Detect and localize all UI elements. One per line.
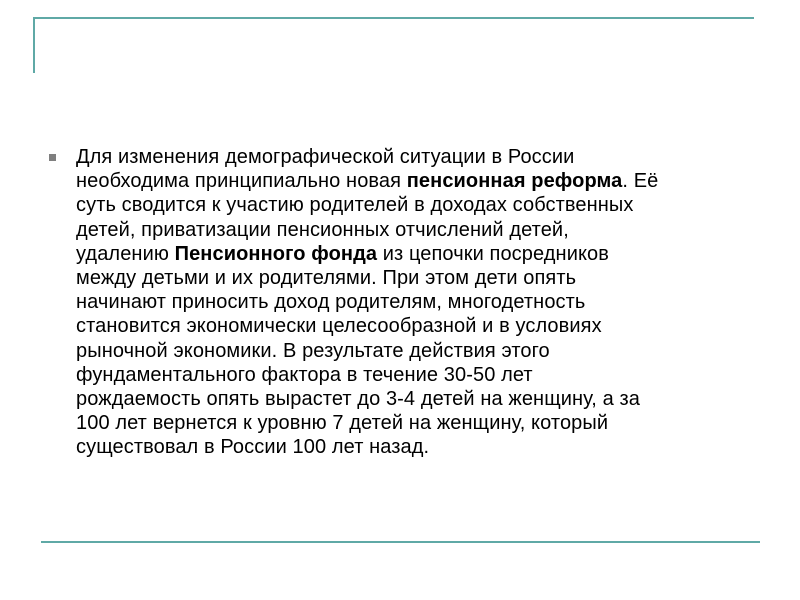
left-accent-line [33, 17, 35, 73]
square-bullet-icon [49, 154, 56, 161]
bold-term-pension-fund: Пенсионного фонда [174, 242, 378, 265]
paragraph-segment-3: из цепочки посредников между детьми и их родителями. При этом дети опять начинают приносить доход родителям, многодетность становится экономически целесообразной и в условиях рыночной экономики. В результате действия этого фундаментального фактора в течение 30-50 лет рождаемость опять вырастет до 3-4 детей на женщину, а за 100 лет вернется к уровню 7 детей на женщину, который существовал в России 100 лет назад. [76, 242, 640, 459]
bottom-accent-line [41, 541, 760, 543]
bold-term-pension-reform: пенсионная реформа [406, 170, 623, 193]
top-accent-line [33, 17, 754, 19]
paragraph-segment-2: . Её суть сводится к участию родителей в доходах собственных детей, приватизации пенсионных отчислений детей, удалению [76, 170, 659, 265]
bullet-paragraph [76, 145, 756, 460]
paragraph-segment-1: Для изменения демографической ситуации в России необходима принципиально новая [76, 146, 575, 193]
